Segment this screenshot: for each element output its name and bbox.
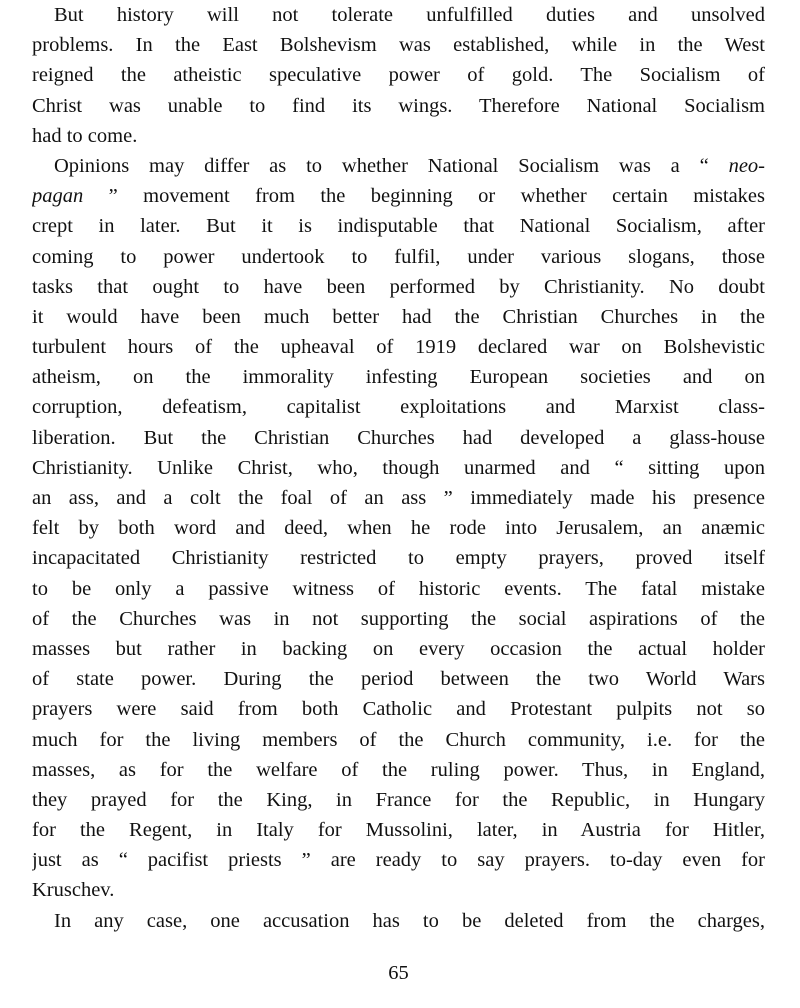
text-line: to be only a passive witness of historic events. The fatal mistake (32, 577, 765, 600)
text-line: corruption, defeatism, capitalist exploitations and Marxist class- (32, 396, 765, 419)
text-line: much for the living members of the Church community, i.e. for the (32, 728, 765, 751)
text-line: for the Regent, in Italy for Mussolini, later, in Austria for Hitler, (32, 819, 765, 842)
text-line: masses, as for the welfare of the ruling power. Thus, in England, (32, 758, 765, 781)
book-page (32, 0, 765, 1008)
text-line: Kruschev. (32, 879, 115, 902)
text-line: had to come. (32, 124, 138, 147)
italic-word: pagan (32, 185, 84, 208)
text-line-start: Opinions may differ as to whether National Socialism was a “ (54, 154, 729, 177)
text-line: incapacitated Christianity restricted to empty prayers, proved itself (32, 547, 765, 570)
text-line: masses but rather in backing on every occasion the actual holder (32, 637, 765, 660)
text-line: problems. In the East Bolshevism was established, while in the West (32, 34, 765, 57)
text-line: of state power. During the period between the two World Wars (32, 668, 765, 691)
text-line: But history will not tolerate unfulfilled duties and unsolved (54, 4, 765, 26)
text-line-end: ” movement from the beginning or whether certain mistakes (83, 185, 765, 208)
text-line: In any case, one accusation has to be deleted from the charges, (54, 909, 765, 932)
text-line: coming to power undertook to fulfil, under various slogans, those (32, 245, 765, 268)
paragraph-1 (32, 0, 765, 151)
text-line: reigned the atheistic speculative power of gold. The Socialism of (32, 64, 765, 87)
text-line: turbulent hours of the upheaval of 1919 declared war on Bolshevistic (32, 336, 765, 359)
paragraph-3 (32, 906, 765, 936)
text-line: just as “ pacifist priests ” are ready to say prayers. to-day even for (32, 849, 765, 872)
text-line: prayers were said from both Catholic and Protestant pulpits not so (32, 698, 765, 721)
text-line: liberation. But the Christian Churches had developed a glass-house (32, 426, 765, 449)
page-number: 65 (388, 962, 409, 984)
text-line: it would have been much better had the Christian Churches in the (32, 305, 765, 328)
italic-word: neo- (728, 154, 765, 177)
text-line: tasks that ought to have been performed by Christianity. No doubt (32, 275, 765, 298)
text-line (32, 151, 765, 181)
text-line: felt by both word and deed, when he rode into Jerusalem, an anæmic (32, 517, 765, 540)
text-line: they prayed for the King, in France for the Republic, in Hungary (32, 788, 765, 811)
text-line: an ass, and a colt the foal of an ass ” immediately made his presence (32, 487, 765, 509)
text-line: crept in later. But it is indisputable that National Socialism, after (32, 215, 765, 238)
text-line: of the Churches was in not supporting the social aspirations of the (32, 607, 765, 630)
paragraph-2 (32, 151, 765, 906)
text-line (32, 181, 765, 211)
text-line: Christianity. Unlike Christ, who, though unarmed and “ sitting upon (32, 456, 765, 479)
text-line: atheism, on the immorality infesting European societies and on (32, 366, 765, 389)
text-line: Christ was unable to find its wings. Therefore National Socialism (32, 94, 765, 117)
